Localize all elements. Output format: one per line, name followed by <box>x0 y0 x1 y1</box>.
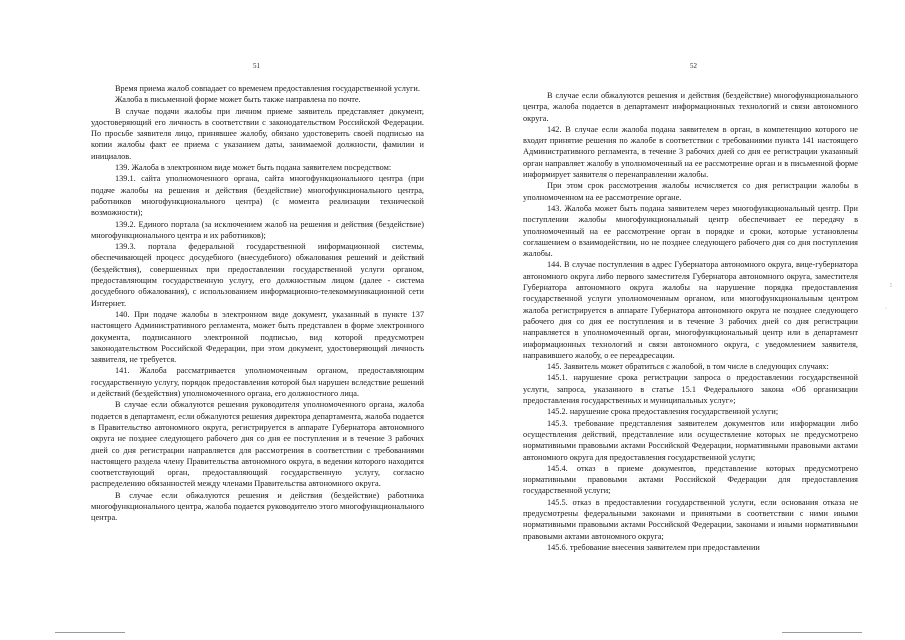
left-page <box>0 0 452 640</box>
paragraph: 144. В случае поступления в адрес Губернатора автономного округа, вице-губернатора автономного округа либо первого заместителя Губернатора автономного округа, заместителя Губернатора автономного округа жалобы на нарушение порядка предоставления государственной услуги уполномоченным органом, или многофункциональным центром жалоба регистрируется в аппарате Губернатора автономного округа не позднее следующего рабочего дня со дня ее поступления и в течение 3 рабочих дней со дня регистрации направляется в уполномоченный орган, многофункциональный центр или в департамент информационных технологий и связи автономного округа, с уведомлением заявителя, направившего жалобу, о ее переадресации. <box>523 260 858 360</box>
paragraph: 142. В случае если жалоба подана заявителем в орган, в компетенцию которого не входит принятие решения по жалобе в соответствии с требованиями пункта 141 настоящего Административного регламента, в течение 3 рабочих дней со дня ее регистрации указанный орган направляет жалобу в уполномоченный на ее рассмотрение орган и в письменной форме информирует заявителя о перенаправлении жалобы. <box>523 124 858 180</box>
paragraph: При этом срок рассмотрения жалобы исчисляется со дня регистрации жалобы в уполномоченном на ее рассмотрение органе. <box>523 181 858 202</box>
scan-edge-mark: ⁝ <box>890 283 892 289</box>
paragraph: В случае подачи жалобы при личном приеме заявитель представляет документ, удостоверяющий его личность в соответствии с законодательством Российской Федерации. По просьбе заявителя лицо, принявшее жалобу, обязано удостоверить своей подписью на копии жалобы факт ее приема с указанием даты, занимаемой должности, фамилии и инициалов. <box>91 106 424 161</box>
paragraph: 139.2. Единого портала (за исключением жалоб на решения и действия (бездействие) многофункционального центра и их работников); <box>91 219 424 240</box>
right-page <box>452 0 905 640</box>
paragraph: Время приема жалоб совпадает со временем предоставления государственной услуги. <box>115 84 420 93</box>
paragraph: В случае если обжалуются решения и действия (бездействие) многофункционального центра, жалоба подается в департамент информационных технологий и связи автономного округа. <box>523 91 858 123</box>
paragraph: 143. Жалоба может быть подана заявителем через многофункциональный центр. При поступлении жалобы многофункциональный центр обеспечивает ее передачу в уполномоченный на ее рассмотрение орган в порядке и сроки, которые установлены соглашением о взаимодействии, но не позднее следующего рабочего дня со дня поступления жалобы. <box>523 203 858 259</box>
scan-edge-mark <box>782 632 862 633</box>
page-body <box>523 90 858 553</box>
paragraph: 145.4. отказ в приеме документов, представление которых предусмотрено нормативными правовыми актами Российской Федерации для предоставления государственной услуги; <box>523 463 858 496</box>
paragraph: В случае если обжалуются решения и действия (бездействие) работника многофункционального центра, жалоба подается руководителю этого многофункционального центра. <box>91 490 424 523</box>
paragraph: 139.1. сайта уполномоченного органа, сайта многофункционального центра (при подаче жалобы на решения и действия (бездействие) многофункционального центра, работников многофункционального центра) (с момента реализации технической возможности); <box>91 174 424 218</box>
paragraph: 141. Жалоба рассматривается уполномоченным органом, предоставляющим государственную услугу, порядок предоставления которой был нарушен вследствие решений и действий (бездействия) уполномоченного органа, его должностного лица. <box>91 366 424 399</box>
page-number: 52 <box>690 62 697 70</box>
paragraph: 145.1. нарушение срока регистрации запроса о предоставлении государственной услуги, запроса, указанного в статье 15.1 Федерального закона «Об организации предоставления государственных и муниципальных услуг»; <box>523 373 858 406</box>
scan-edge-mark: · <box>885 306 887 312</box>
paragraph: 145. Заявитель может обратиться с жалобой, в том числе в следующих случаях: <box>547 362 829 372</box>
paragraph: 139.3. портала федеральной государственной информационной системы, обеспечивающей процесс досудебного (внесудебного) обжалования решений и действий (бездействия), совершенных при предоставлении государственной услуги органом, предоставляющим государственную услугу, его должностным лицом (далее - система досудебного обжалования), с использованием информационно-телекоммуникационной сети Интернет. <box>91 242 424 308</box>
paragraph: 140. При подаче жалобы в электронном виде документ, указанный в пункте 137 настоящего Административного регламента, может быть представлен в форме электронного документа, подписанного электронной подписью, вид которой предусмотрен законодательством Российской Федерации, при этом документ, удостоверяющий личность заявителя, не требуется. <box>91 309 424 365</box>
paragraph: 145.2. нарушение срока предоставления государственной услуги; <box>547 407 779 417</box>
paragraph: Жалоба в письменной форме может быть также направлена по почте. <box>115 95 361 105</box>
paragraph: 139. Жалоба в электронном виде может быть подана заявителем посредством: <box>115 163 392 173</box>
page-body <box>91 83 424 524</box>
paragraph: 145.5. отказ в предоставлении государственной услуги, если основания отказа не предусмотрены федеральными законами и принятыми в соответствии с ними иными нормативными правовыми актами Российской Федерации, законами и иными нормативными правовыми актами автономного округа; <box>523 497 858 541</box>
paragraph: 145.6. требование внесения заявителем при предоставлении <box>547 542 760 552</box>
paragraph: 145.3. требование представления заявителем документов или информации либо осуществления действий, представление или осуществление которых не предусмотрено нормативными правовыми актами Российской Федерации, нормативными правовыми актами автономного округа для предоставления государственной услуги; <box>523 418 858 462</box>
paragraph: В случае если обжалуются решения руководителя уполномоченного органа, жалоба подается в департамент, если обжалуются решения директора департамента, жалоба подается в Правительство автономного округа, регистрируется в аппарате Губернатора автономного округа не позднее следующего рабочего дня со дня ее поступления и в течение 3 рабочих дней со дня регистрации направляется для рассмотрения в соответствии с требованиями настоящего раздела члену Правительства автономного округа, в ведении которого находится соответствующий орган, предоставляющий государственную услугу, согласно распределению обязанностей между членами Правительства автономного округа. <box>91 400 424 489</box>
scan-edge-mark <box>55 632 125 633</box>
page-number: 51 <box>253 62 260 70</box>
